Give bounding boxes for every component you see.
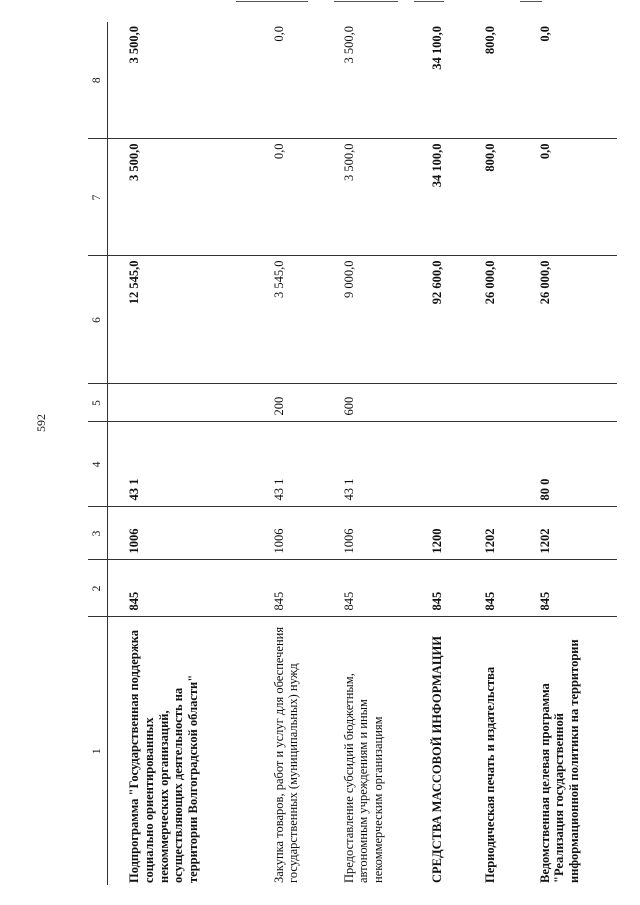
cell-amount: 3 500,0 xyxy=(108,139,253,256)
cell-target: 43 1 xyxy=(108,422,253,507)
cell-code: 845 xyxy=(253,560,323,617)
cell-type xyxy=(411,384,464,422)
cell-amount: 0,0 xyxy=(519,139,617,256)
column-header: 6 xyxy=(88,256,108,384)
cell-amount: 800,0 xyxy=(464,139,519,256)
cell-amount: 0,0 xyxy=(253,22,323,139)
column-header: 5 xyxy=(88,384,108,422)
cell-amount: 26 000,0 xyxy=(519,256,617,384)
cell-type xyxy=(519,384,617,422)
column-header: 8 xyxy=(88,22,108,139)
cell-type: 200 xyxy=(253,384,323,422)
top-edge-mark xyxy=(414,1,444,2)
table-header-row xyxy=(88,22,108,885)
row-name: Подпрограмма "Государственная поддержка социально ориентированных некоммерческих организаций, осуществляющих деятельность на территории Волгоградской области" xyxy=(127,629,200,883)
cell-amount: 0,0 xyxy=(519,22,617,139)
cell-amount: 34 100,0 xyxy=(411,139,464,256)
cell-code: 845 xyxy=(411,560,464,617)
column-header: 3 xyxy=(88,507,108,560)
cell-amount: 3 500,0 xyxy=(108,22,253,139)
row-name: СРЕДСТВА МАССОВОЙ ИНФОРМАЦИИ xyxy=(429,635,444,883)
cell-section: 1202 xyxy=(464,507,519,560)
cell-section: 1200 xyxy=(411,507,464,560)
table-row xyxy=(464,22,519,885)
cell-amount: 0,0 xyxy=(253,139,323,256)
cell-type xyxy=(464,384,519,422)
top-edge-mark xyxy=(236,1,308,2)
cell-target xyxy=(464,422,519,507)
cell-amount: 26 000,0 xyxy=(464,256,519,384)
cell-amount: 3 500,0 xyxy=(323,139,411,256)
cell-section: 1006 xyxy=(108,507,253,560)
table-row xyxy=(253,22,323,885)
cell-target: 43 1 xyxy=(253,422,323,507)
cell-amount: 12 545,0 xyxy=(108,256,253,384)
cell-amount: 3 500,0 xyxy=(323,22,411,139)
cell-section: 1006 xyxy=(253,507,323,560)
table-row xyxy=(411,22,464,885)
table-row xyxy=(323,22,411,885)
table-row xyxy=(519,22,617,885)
column-header: 1 xyxy=(88,617,108,885)
rotated-budget-table xyxy=(88,22,617,885)
column-header: 2 xyxy=(88,560,108,617)
cell-amount: 92 600,0 xyxy=(411,256,464,384)
top-edge-mark xyxy=(520,1,542,2)
cell-section: 1006 xyxy=(323,507,411,560)
cell-target: 43 1 xyxy=(323,422,411,507)
column-header: 4 xyxy=(88,422,108,507)
row-name: Ведомственная целевая программа "Реализация государственной информационной политики на территории xyxy=(537,639,581,883)
budget-table xyxy=(88,22,617,885)
row-name: Предоставление субсидий бюджетным, автономным учреждениям и иным некоммерческим организациям xyxy=(341,673,385,883)
cell-target xyxy=(411,422,464,507)
row-name: Периодическая печать и издательства xyxy=(482,666,497,883)
cell-code: 845 xyxy=(108,560,253,617)
cell-section: 1202 xyxy=(519,507,617,560)
table-row xyxy=(108,22,253,885)
cell-amount: 3 545,0 xyxy=(253,256,323,384)
cell-amount: 34 100,0 xyxy=(411,22,464,139)
page-number: 592 xyxy=(34,414,48,432)
cell-code: 845 xyxy=(519,560,617,617)
cell-type xyxy=(108,384,253,422)
cell-target: 80 0 xyxy=(519,422,617,507)
cell-code: 845 xyxy=(323,560,411,617)
cell-code: 845 xyxy=(464,560,519,617)
cell-amount: 9 000,0 xyxy=(323,256,411,384)
cell-type: 600 xyxy=(323,384,411,422)
column-header: 7 xyxy=(88,139,108,256)
cell-amount: 800,0 xyxy=(464,22,519,139)
row-name: Закупка товаров, работ и услуг для обеспечения государственных (муниципальных) нужд xyxy=(271,626,301,883)
top-edge-mark xyxy=(334,1,398,2)
